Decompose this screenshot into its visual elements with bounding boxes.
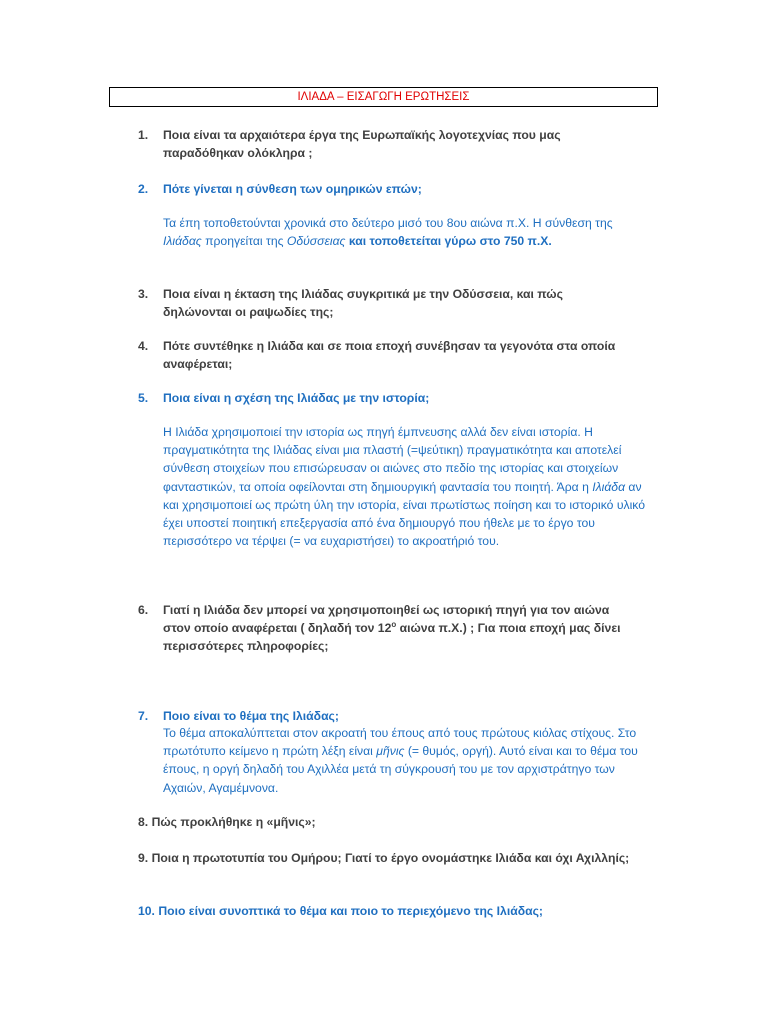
question-6 (138, 601, 628, 656)
question-9 (138, 849, 638, 867)
answer-2: Τα έπη τοποθετούνται χρονικά στο δεύτερο μισό του 8ου αιώνα π.Χ. Η σύνθεση της Ιλιάδας προηγείται της Οδύσσειας και τοποθετείται γύρω στο 750 π.Χ. (163, 216, 613, 249)
question-text: Ποια είναι η έκταση της Ιλιάδας συγκριτικά με την Οδύσσεια, και πώς δηλώνονται οι ραψωδίες της; (163, 287, 563, 320)
question-7 (138, 707, 618, 725)
question-text: Ποιο είναι το θέμα της Ιλιάδας; (163, 709, 339, 723)
question-text: Ποια είναι η σχέση της Ιλιάδας με την ιστορία; (163, 391, 430, 405)
question-number: 6. (138, 603, 149, 617)
question-text: Ποια η πρωτοτυπία του Ομήρου; Γιατί το έργο ονομάστηκε Ιλιάδα και όχι Αχιλληίς; (151, 851, 630, 865)
question-text: Πότε συντέθηκε η Ιλιάδα και σε ποια εποχή συνέβησαν τα γεγονότα στα οποία αναφέρεται; (163, 339, 616, 372)
question-3 (138, 285, 618, 321)
question-1 (138, 126, 618, 162)
question-2 (138, 180, 618, 198)
question-text: Ποιο είναι συνοπτικά το θέμα και ποιο το περιεχόμενο της Ιλιάδας; (158, 904, 543, 918)
question-text: Πότε γίνεται η σύνθεση των ομηρικών επών; (163, 182, 422, 196)
question-5 (138, 389, 618, 407)
answer-5: Η Ιλιάδα χρησιμοποιεί την ιστορία ως πηγή έμπνευσης αλλά δεν είναι ιστορία. Η πραγματικότητα της Ιλιάδας είναι μια πλαστή (=ψεύτικη) πραγματικότητα και αποτελεί σύνθεση στοιχείων που επισώρευσαν οι αιώνες στο πεδίο της ιστορίας και στοιχείων φανταστικών, τα οποία οφείλονται στη δημιουργική φαντασία του ποιητή. Άρα η Ιλιάδα αν και χρησιμοποιεί ως πρώτη ύλη την ιστορία, είναι πρωτίστως ποίηση και το ιστορικό υλικό έχει υποστεί ποιητική επεξεργασία από ένα δημιουργό που ήθελε με το έργο του περισσότερο να τέρψει (= να ευχαριστήσει) το ακροατήριό του. (163, 425, 646, 549)
question-number: 4. (138, 339, 149, 353)
question-number: 1. (138, 128, 149, 142)
question-text: Γιατί η Ιλιάδα δεν μπορεί να χρησιμοποιηθεί ως ιστορική πηγή για τον αιώνα στον οποίο αναφέρεται ( δηλαδή τον $12^o$ αιώνα π.Χ.) ; Για ποια εποχή μας δίνει περισσότερες πληροφορίες; (163, 603, 621, 654)
question-number: 7. (138, 709, 149, 723)
question-number: 10. (138, 904, 155, 918)
answer-7: Το θέμα αποκαλύπτεται στον ακροατή του έπους από τους πρώτους κιόλας στίχους. Στο πρωτότυπο κείμενο η πρώτη λέξη είναι μῆνις (= θυμός, οργή). Αυτό είναι και το θέμα του έπους, η οργή δηλαδή του Αχιλλέα μετά τη σύγκρουσή του με τον αρχιστράτηγο των Αχαιών, Αγαμέμνονα. (163, 726, 638, 795)
question-number: 8. (138, 815, 149, 829)
question-number: 5. (138, 391, 149, 405)
question-text: Ποια είναι τα αρχαιότερα έργα της Ευρωπαϊκής λογοτεχνίας που μας παραδόθηκαν ολόκληρα ; (163, 128, 561, 161)
question-8 (138, 813, 638, 831)
question-number: 9. (138, 851, 149, 865)
question-4 (138, 337, 618, 373)
question-text: Πώς προκλήθηκε η «μῆνις»; (151, 815, 316, 829)
question-number: 2. (138, 182, 149, 196)
question-10 (138, 902, 638, 920)
page-title: ΙΛΙΑΔΑ – ΕΙΣΑΓΩΓΗ ΕΡΩΤΗΣΕΙΣ (109, 87, 658, 107)
question-number: 3. (138, 287, 149, 301)
